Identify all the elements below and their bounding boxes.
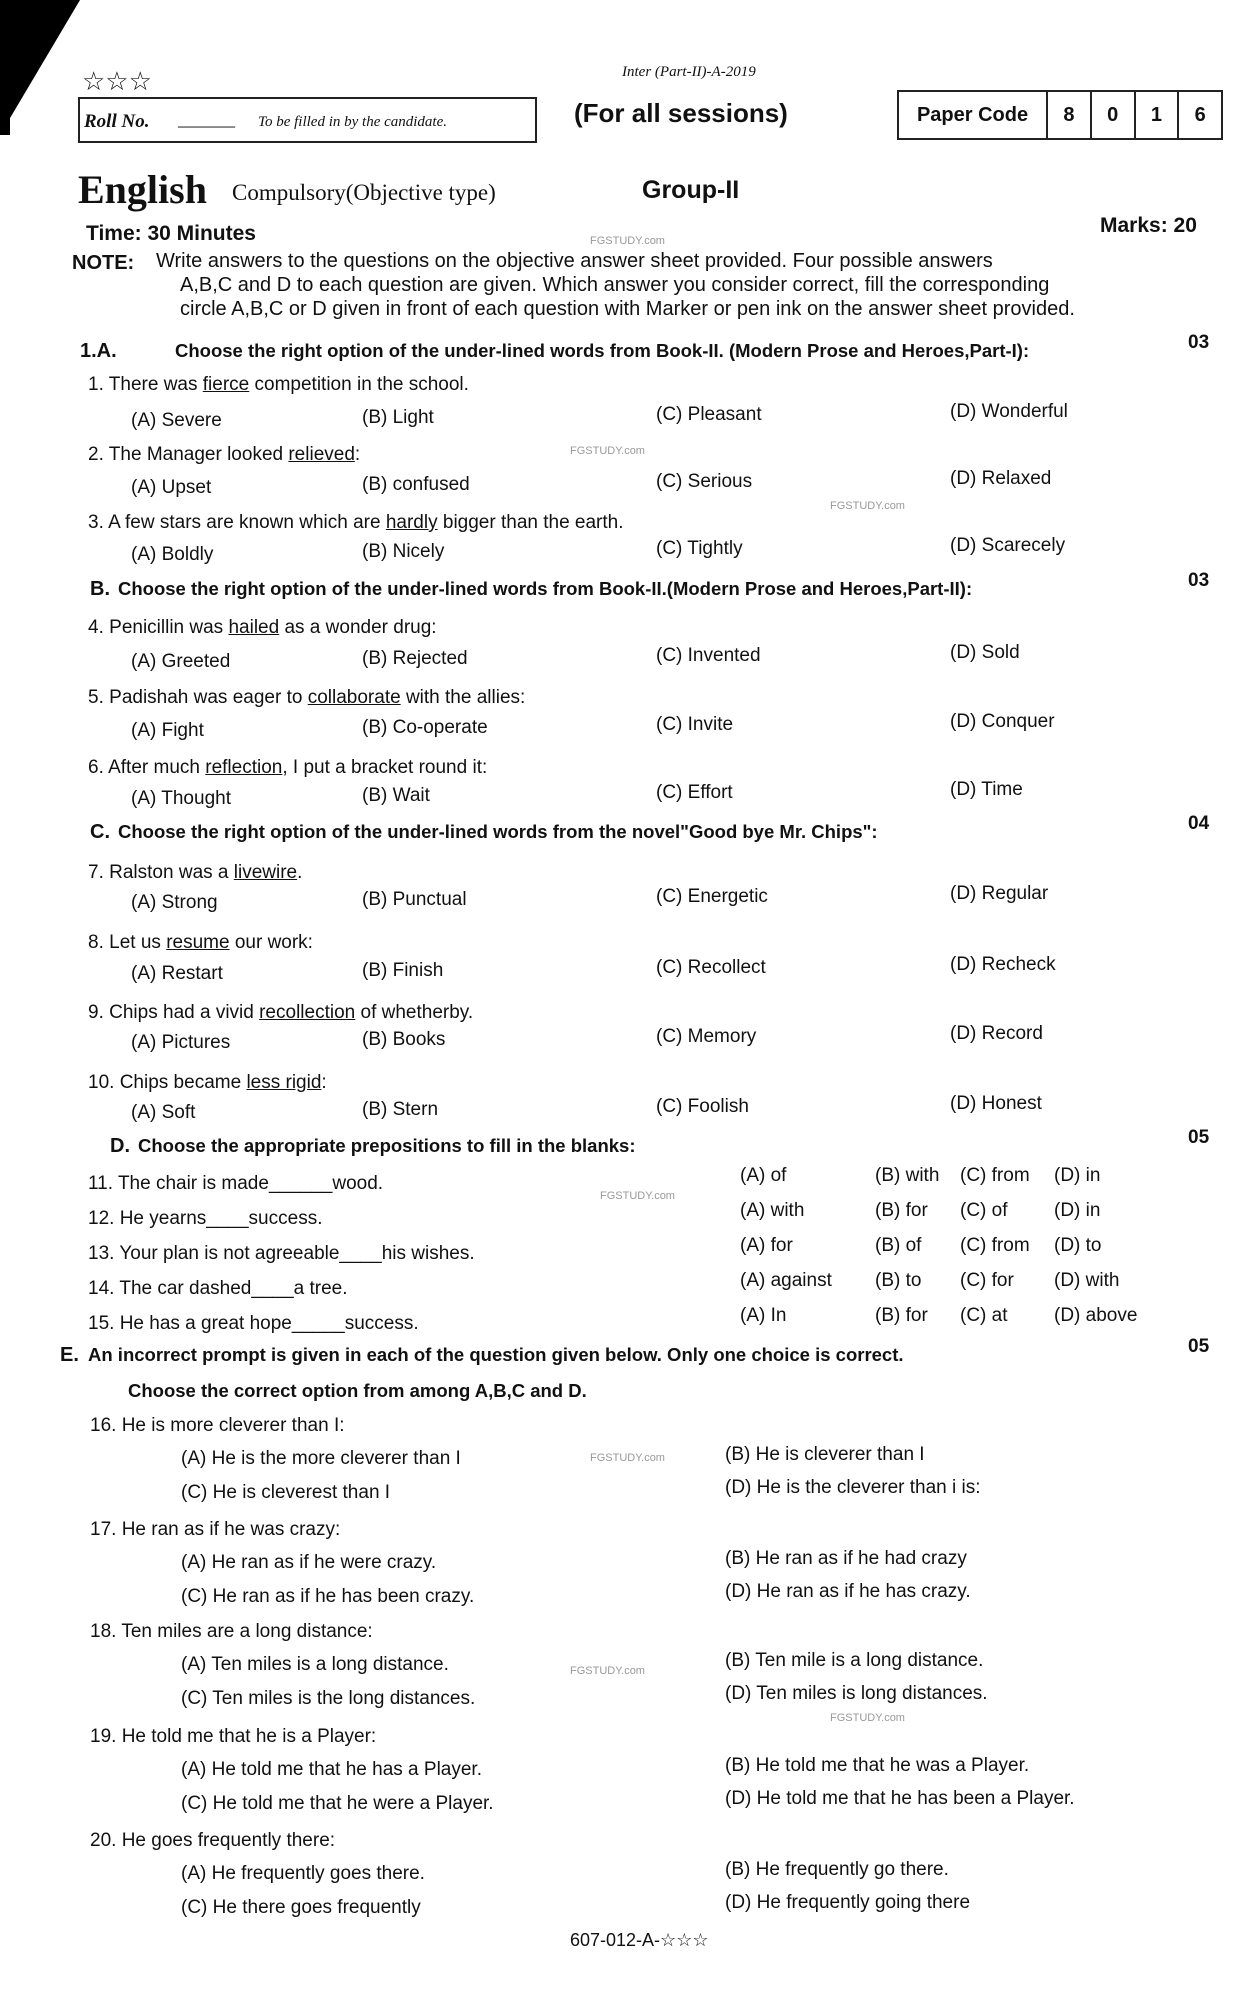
option: (A) Restart bbox=[131, 963, 223, 984]
question-text: After much bbox=[108, 757, 206, 778]
section-marks: 05 bbox=[1188, 1336, 1210, 1357]
question-number: 10. bbox=[88, 1072, 115, 1093]
time: Time: 30 Minutes bbox=[86, 222, 256, 245]
option: (A) against bbox=[740, 1270, 832, 1291]
option: (D) Wonderful bbox=[950, 401, 1068, 422]
option: (D) Record bbox=[950, 1023, 1043, 1044]
option: (D) in bbox=[1054, 1200, 1101, 1221]
question-text: : bbox=[321, 1072, 327, 1093]
question-text: : bbox=[354, 444, 361, 465]
option: (C) at bbox=[960, 1305, 1008, 1326]
underlined-word: hardly bbox=[385, 512, 438, 533]
option: (D) Recheck bbox=[950, 954, 1056, 975]
option: (D) He told me that he has been a Player. bbox=[725, 1788, 1075, 1809]
option: (D) Regular bbox=[950, 883, 1049, 904]
underlined-word: collaborate bbox=[307, 687, 401, 708]
note-line: A,B,C and D to each question are given. Which answer you consider correct, fill the corresponding bbox=[180, 274, 1050, 296]
option: (B) Punctual bbox=[362, 889, 467, 910]
question bbox=[88, 757, 487, 779]
paper-code-label: Paper Code bbox=[899, 92, 1048, 138]
option: (D) He frequently going there bbox=[725, 1892, 971, 1913]
option: (C) Foolish bbox=[656, 1096, 749, 1117]
option: (B) Wait bbox=[362, 785, 430, 806]
option: (A) Boldly bbox=[131, 544, 214, 565]
section-marks: 05 bbox=[1188, 1127, 1210, 1148]
paper-code-digit: 8 bbox=[1048, 92, 1092, 138]
option: (D) in bbox=[1054, 1165, 1101, 1186]
roll-hint: To be filled in by the candidate. bbox=[258, 114, 448, 130]
watermark-site: FGSTUDY.com bbox=[600, 1190, 675, 1202]
option: (C) Recollect bbox=[656, 957, 766, 978]
option: (D) Sold bbox=[950, 642, 1020, 663]
exam-title: Inter (Part-II)-A-2019 bbox=[622, 64, 756, 80]
option: (C) Energetic bbox=[656, 886, 768, 907]
option: (D) above bbox=[1054, 1305, 1138, 1326]
question-text: . bbox=[297, 862, 303, 883]
section-title: Choose the right option of the under-lined words from Book-II. (Modern Prose and Heroes,Part-I): bbox=[175, 340, 1030, 361]
underlined-word: livewire bbox=[233, 862, 298, 883]
option: (D) Ten miles is long distances. bbox=[725, 1683, 988, 1704]
section-label: D. bbox=[110, 1135, 130, 1157]
option: (D) with bbox=[1054, 1270, 1120, 1291]
option: (C) He there goes frequently bbox=[181, 1897, 421, 1918]
option: (A) Strong bbox=[131, 892, 218, 913]
paper-code-digit: 0 bbox=[1092, 92, 1136, 138]
roll-label: Roll No. bbox=[84, 111, 150, 132]
option: (B) of bbox=[875, 1235, 922, 1256]
question-number: 3. bbox=[88, 512, 104, 533]
option: (C) of bbox=[960, 1200, 1008, 1221]
option: (B) Finish bbox=[362, 960, 444, 981]
option: (D) He ran as if he has crazy. bbox=[725, 1581, 971, 1602]
option: (C) Ten miles is the long distances. bbox=[181, 1688, 476, 1709]
section-title: An incorrect prompt is given in each of the question given below. Only one choice is correct. bbox=[88, 1344, 904, 1365]
roll-number-box[interactable] bbox=[78, 97, 537, 143]
question bbox=[88, 617, 437, 639]
underlined-word: less rigid bbox=[246, 1072, 322, 1093]
question-text: competition in the school. bbox=[249, 374, 469, 395]
option: (A) Pictures bbox=[131, 1032, 231, 1053]
question-number: 6. bbox=[88, 757, 104, 778]
question-text: , I put a bracket round it: bbox=[282, 757, 488, 778]
option: (B) Co-operate bbox=[362, 717, 488, 738]
question bbox=[88, 374, 469, 396]
option: (A) Soft bbox=[131, 1102, 196, 1123]
option: (D) to bbox=[1054, 1235, 1102, 1256]
underlined-word: fierce bbox=[202, 374, 250, 395]
option: (B) for bbox=[875, 1200, 928, 1221]
question: 11. The chair is made______wood. bbox=[88, 1173, 384, 1194]
question-text: Chips became bbox=[119, 1072, 247, 1093]
option: (A) of bbox=[740, 1165, 787, 1186]
option: (B) He ran as if he had crazy bbox=[725, 1548, 967, 1569]
option: (A) He is the more cleverer than I bbox=[181, 1448, 461, 1469]
question-number: 4. bbox=[88, 617, 104, 638]
watermark-site: FGSTUDY.com bbox=[830, 500, 905, 512]
question: 12. He yearns____success. bbox=[88, 1208, 323, 1229]
option: (D) Time bbox=[950, 779, 1023, 800]
option: (A) Fight bbox=[131, 720, 204, 741]
underlined-word: recollection bbox=[259, 1002, 356, 1023]
underlined-word: reflection bbox=[205, 757, 283, 778]
section-title: Choose the appropriate prepositions to fill in the blanks: bbox=[138, 1135, 636, 1156]
option: (A) He told me that he has a Player. bbox=[181, 1759, 482, 1780]
question-text: Chips had a vivid bbox=[109, 1002, 260, 1023]
question-text: as a wonder drug: bbox=[279, 617, 437, 638]
option: (C) He is cleverest than I bbox=[181, 1482, 391, 1503]
option: (C) Memory bbox=[656, 1026, 757, 1047]
option: (A) He ran as if he were crazy. bbox=[181, 1552, 437, 1573]
option: (A) Greeted bbox=[131, 651, 231, 672]
question: 18. Ten miles are a long distance: bbox=[90, 1621, 373, 1642]
option: (A) for bbox=[740, 1235, 793, 1256]
option: (C) Effort bbox=[656, 782, 733, 803]
option: (D) He is the cleverer than i is: bbox=[725, 1477, 981, 1498]
paper-code-digit: 6 bbox=[1194, 103, 1206, 126]
stars: ☆☆☆ bbox=[82, 66, 152, 96]
section-label: C. bbox=[90, 821, 110, 843]
question bbox=[88, 862, 302, 884]
option: (B) He frequently go there. bbox=[725, 1859, 949, 1880]
subject: English bbox=[78, 167, 207, 212]
question bbox=[88, 512, 624, 534]
subject-sub: Compulsory(Objective type) bbox=[232, 180, 496, 205]
paper-code-digit: 1 bbox=[1136, 92, 1180, 138]
paper-code-box bbox=[897, 90, 1223, 140]
option: (C) He ran as if he has been crazy. bbox=[181, 1586, 475, 1607]
option: (B) Ten mile is a long distance. bbox=[725, 1650, 984, 1671]
option: (D) Conquer bbox=[950, 711, 1055, 732]
option: (A) Thought bbox=[131, 788, 231, 809]
corner-bar bbox=[0, 0, 10, 135]
option: (B) to bbox=[875, 1270, 922, 1291]
question bbox=[88, 1072, 327, 1094]
question-text: of whetherby. bbox=[355, 1002, 474, 1023]
option: (A) with bbox=[740, 1200, 805, 1221]
section-title: Choose the right option of the under-lined words from the novel"Good bye Mr. Chips": bbox=[118, 821, 878, 842]
option: (A) He frequently goes there. bbox=[181, 1863, 425, 1884]
option: (A) Upset bbox=[131, 477, 212, 498]
option: (B) Light bbox=[362, 407, 434, 428]
option: (B) Stern bbox=[362, 1099, 439, 1120]
watermark-site: FGSTUDY.com bbox=[570, 445, 645, 457]
sessions: (For all sessions) bbox=[574, 98, 788, 128]
note-line: circle A,B,C or D given in front of each question with Marker or pen ink on the answer sheet provided. bbox=[180, 298, 1075, 320]
question-text: Padishah was eager to bbox=[109, 687, 308, 708]
section-label: B. bbox=[90, 578, 110, 600]
option: (B) with bbox=[875, 1165, 940, 1186]
question-text: our work: bbox=[229, 932, 313, 953]
watermark-site: FGSTUDY.com bbox=[590, 235, 665, 247]
option: (B) Nicely bbox=[362, 541, 445, 562]
question bbox=[88, 1002, 473, 1024]
section-title: Choose the right option of the under-lined words from Book-II.(Modern Prose and Heroes,Part-II): bbox=[118, 578, 973, 599]
option: (B) confused bbox=[362, 474, 470, 495]
question-text: with the allies: bbox=[400, 687, 526, 708]
corner-mark bbox=[0, 0, 80, 135]
option: (B) He told me that he was a Player. bbox=[725, 1755, 1030, 1776]
option: (C) Tightly bbox=[656, 538, 743, 559]
option: (C) Invite bbox=[656, 714, 734, 735]
question bbox=[88, 932, 313, 954]
roll-blank[interactable]: ______ bbox=[178, 109, 235, 130]
note-label: NOTE: bbox=[72, 252, 135, 274]
underlined-word: hailed bbox=[228, 617, 280, 638]
section-marks: 03 bbox=[1188, 332, 1210, 353]
question-number: 9. bbox=[88, 1002, 104, 1023]
question-number: 8. bbox=[88, 932, 104, 953]
option: (C) Invented bbox=[656, 645, 761, 666]
option: (C) Serious bbox=[656, 471, 753, 492]
option: (A) Severe bbox=[131, 410, 222, 431]
question-text: A few stars are known which are bbox=[108, 512, 386, 533]
group: Group-II bbox=[642, 176, 740, 204]
question-text: Let us bbox=[109, 932, 167, 953]
option: (C) He told me that he were a Player. bbox=[181, 1793, 494, 1814]
section-title-2: Choose the correct option from among A,B,C and D. bbox=[128, 1380, 587, 1401]
option: (D) Relaxed bbox=[950, 468, 1052, 489]
question-number: 1. bbox=[88, 374, 104, 395]
question bbox=[88, 687, 525, 709]
section-label: 1.A. bbox=[80, 340, 117, 362]
watermark-site: FGSTUDY.com bbox=[590, 1452, 665, 1464]
option: (D) Honest bbox=[950, 1093, 1042, 1114]
question-text: The Manager looked bbox=[108, 444, 289, 465]
option: (C) for bbox=[960, 1270, 1014, 1291]
marks: Marks: 20 bbox=[1100, 214, 1197, 237]
question: 19. He told me that he is a Player: bbox=[90, 1726, 377, 1747]
option: (B) for bbox=[875, 1305, 928, 1326]
question: 20. He goes frequently there: bbox=[90, 1830, 336, 1851]
question: 16. He is more cleverer than I: bbox=[90, 1415, 345, 1436]
question: 14. The car dashed____a tree. bbox=[88, 1278, 348, 1299]
section-marks: 04 bbox=[1188, 813, 1210, 834]
footer-code: 607-012-A-☆☆☆ bbox=[570, 1930, 709, 1950]
underlined-word: relieved bbox=[288, 444, 355, 465]
option: (B) He is cleverer than I bbox=[725, 1444, 925, 1465]
question-text: bigger than the earth. bbox=[437, 512, 624, 533]
question-number: 5. bbox=[88, 687, 104, 708]
option: (C) from bbox=[960, 1165, 1030, 1186]
question-text: Penicillin was bbox=[109, 617, 229, 638]
question: 15. He has a great hope_____success. bbox=[88, 1313, 419, 1334]
option: (A) In bbox=[740, 1305, 787, 1326]
watermark-site: FGSTUDY.com bbox=[570, 1665, 645, 1677]
option: (A) Ten miles is a long distance. bbox=[181, 1654, 449, 1675]
underlined-word: resume bbox=[166, 932, 230, 953]
option: (C) Pleasant bbox=[656, 404, 762, 425]
section-marks: 03 bbox=[1188, 570, 1210, 591]
option: (D) Scarecely bbox=[950, 535, 1066, 556]
question: 17. He ran as if he was crazy: bbox=[90, 1519, 341, 1540]
option: (C) from bbox=[960, 1235, 1030, 1256]
section-label: E. bbox=[60, 1344, 79, 1366]
question: 13. Your plan is not agreeable____his wishes. bbox=[88, 1243, 475, 1264]
note-line: Write answers to the questions on the objective answer sheet provided. Four possible answers bbox=[156, 250, 993, 272]
question-number: 7. bbox=[88, 862, 104, 883]
watermark-site: FGSTUDY.com bbox=[830, 1712, 905, 1724]
question-number: 2. bbox=[88, 444, 104, 465]
question bbox=[88, 444, 360, 466]
question-text: There was bbox=[108, 374, 203, 395]
option: (B) Rejected bbox=[362, 648, 468, 669]
question-text: Ralston was a bbox=[109, 862, 234, 883]
option: (B) Books bbox=[362, 1029, 446, 1050]
